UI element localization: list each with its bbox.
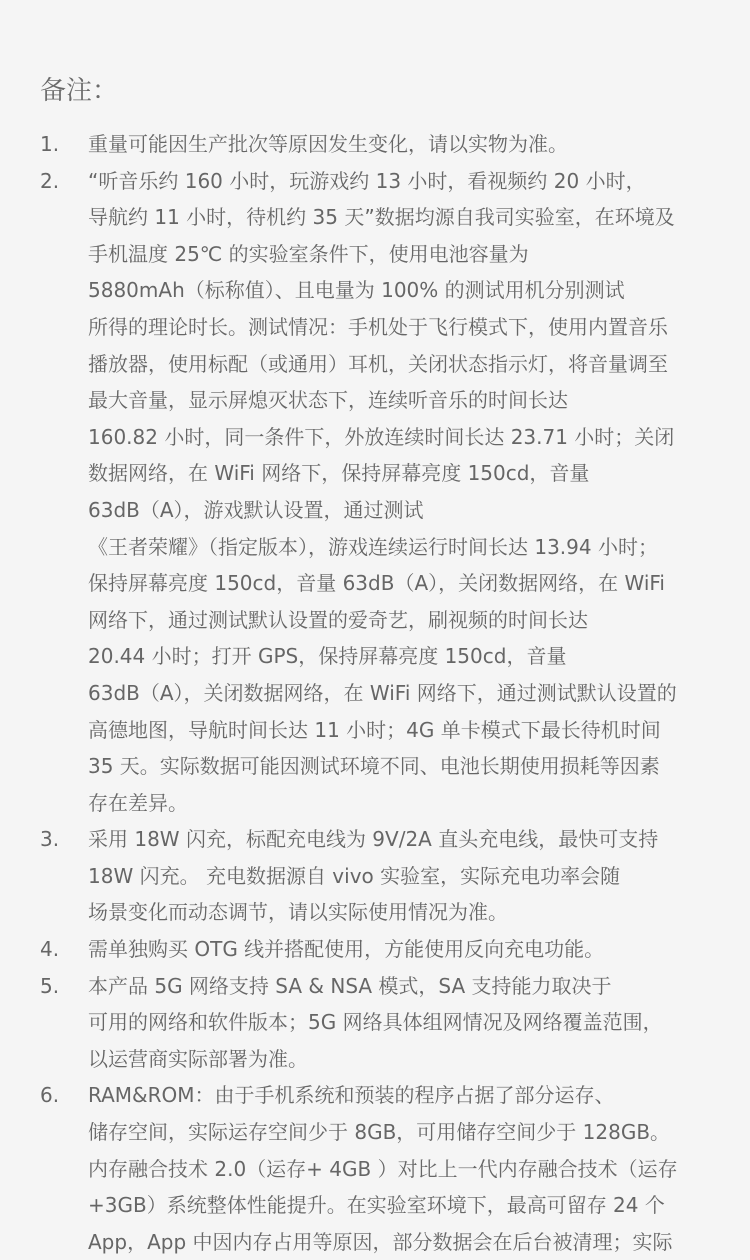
note-line: 63dB（A），游戏默认设置，通过测试 bbox=[88, 497, 424, 522]
note-number: 2. bbox=[40, 168, 60, 193]
note-line: “听音乐约 160 小时，玩游戏约 13 小时，看视频约 20 小时， bbox=[88, 168, 646, 193]
note-line: 储存空间，实际运存空间少于 8GB，可用储存空间少于 128GB。 bbox=[88, 1120, 671, 1145]
note-item-2 bbox=[0, 163, 750, 822]
note-line: 高德地图，导航时间长达 11 小时；4G 单卡模式下最长待机时间 bbox=[88, 717, 661, 742]
note-line: 可用的网络和软件版本；5G 网络具体组网情况及网络覆盖范围， bbox=[88, 1010, 663, 1035]
note-line: 播放器，使用标配（或通用）耳机，关闭状态指示灯，将音量调至 bbox=[88, 351, 668, 376]
note-text bbox=[88, 968, 750, 1078]
note-line: 63dB（A），关闭数据网络，在 WiFi 网络下，通过测试默认设置的 bbox=[88, 680, 677, 705]
note-line: 网络下，通过测试默认设置的爱奇艺，刷视频的时间长达 bbox=[88, 607, 588, 632]
note-line: 本产品 5G 网络支持 SA & NSA 模式，SA 支持能力取决于 bbox=[88, 973, 612, 998]
note-line: App，App 中因内存占用等原因，部分数据会在后台被清理；实际 bbox=[88, 1229, 673, 1254]
note-line: 最大音量，显示屏熄灭状态下，连续听音乐的时间长达 bbox=[88, 388, 568, 413]
note-line: 数据网络，在 WiFi 网络下，保持屏幕亮度 150cd，音量 bbox=[88, 461, 590, 486]
note-line: 所得的理论时长。测试情况：手机处于飞行模式下，使用内置音乐 bbox=[88, 314, 668, 339]
note-line: 导航约 11 小时，待机约 35 天”数据均源自我司实验室，在环境及 bbox=[88, 205, 675, 230]
note-number: 3. bbox=[40, 827, 60, 852]
note-text bbox=[88, 931, 750, 968]
note-item-3 bbox=[0, 821, 750, 931]
note-line: 20.44 小时；打开 GPS，保持屏幕亮度 150cd，音量 bbox=[88, 644, 567, 669]
note-line: 存在差异。 bbox=[88, 790, 188, 815]
note-line: 35 天。实际数据可能因测试环境不同、电池长期使用损耗等因素 bbox=[88, 754, 660, 779]
note-line: 手机温度 25℃ 的实验室条件下，使用电池容量为 bbox=[88, 241, 529, 266]
note-item-6 bbox=[0, 1077, 750, 1260]
note-line: RAM&ROM：由于手机系统和预装的程序占据了部分运存、 bbox=[88, 1083, 615, 1108]
notes-list bbox=[0, 126, 750, 1260]
note-line: +3GB）系统整体性能提升。在实验室环境下，最高可留存 24 个 bbox=[88, 1193, 665, 1218]
note-line: 18W 闪充。 充电数据源自 vivo 实验室，实际充电功率会随 bbox=[88, 863, 621, 888]
note-line: 需单独购买 OTG 线并搭配使用，方能使用反向充电功能。 bbox=[88, 937, 605, 962]
note-number: 4. bbox=[40, 937, 60, 962]
note-text bbox=[88, 1077, 750, 1260]
note-item-1 bbox=[0, 126, 750, 163]
note-line: 内存融合技术 2.0（运存+ 4GB ）对比上一代内存融合技术（运存 bbox=[88, 1156, 678, 1181]
note-line: 重量可能因生产批次等原因发生变化，请以实物为准。 bbox=[88, 132, 568, 156]
note-text bbox=[88, 163, 750, 822]
note-number: 5. bbox=[40, 973, 60, 998]
note-text bbox=[88, 821, 750, 931]
note-line: 保持屏幕亮度 150cd，音量 63dB（A），关闭数据网络，在 WiFi bbox=[88, 571, 665, 596]
note-number: 1. bbox=[40, 132, 60, 156]
note-text bbox=[88, 126, 750, 163]
note-line: 《王者荣耀》（指定版本），游戏连续运行时间长达 13.94 小时； bbox=[88, 534, 658, 559]
note-line: 5880mAh（标称值）、且电量为 100% 的测试用机分别测试 bbox=[88, 278, 625, 303]
note-item-4 bbox=[0, 931, 750, 968]
notes-title: 备注： bbox=[40, 76, 119, 106]
note-number: 6. bbox=[40, 1083, 60, 1108]
note-item-5 bbox=[0, 968, 750, 1078]
note-line: 以运营商实际部署为准。 bbox=[88, 1046, 308, 1071]
note-line: 采用 18W 闪充，标配充电线为 9V/2A 直头充电线，最快可支持 bbox=[88, 827, 659, 852]
note-line: 160.82 小时，同一条件下，外放连续时间长达 23.71 小时；关闭 bbox=[88, 424, 675, 449]
note-line: 场景变化而动态调节，请以实际使用情况为准。 bbox=[88, 900, 508, 925]
